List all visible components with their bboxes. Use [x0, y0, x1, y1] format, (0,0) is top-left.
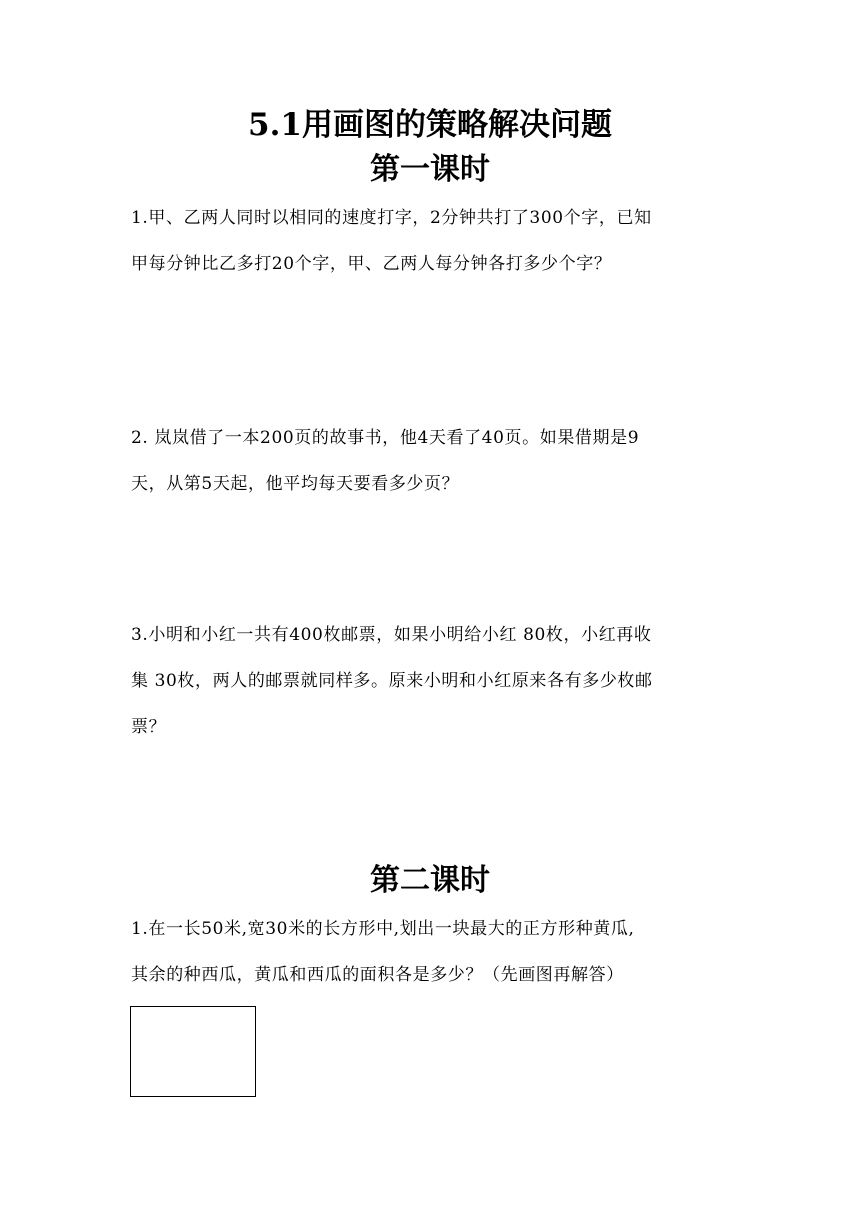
problem-text-line: 票？	[131, 717, 167, 737]
page-title: 5.1用画图的策略解决问题	[248, 107, 612, 143]
problem-text-line: 天，从第5天起，他平均每天要看多少页？	[131, 474, 460, 494]
problem-text-line: 1.甲、乙两人同时以相同的速度打字，2分钟共打了300个字，已知	[131, 208, 652, 228]
lesson-1-problem-3	[131, 612, 731, 750]
problem-text-line: 3.小明和小红一共有400枚邮票，如果小明给小红 80枚，小红再收	[131, 625, 652, 645]
lesson-1-problem-1	[131, 195, 731, 287]
problem-text-line: 甲每分钟比乙多打20个字，甲、乙两人每分钟各打多少个字？	[131, 254, 612, 274]
problem-text-line: 2. 岚岚借了一本200页的故事书，他4天看了40页。如果借期是9	[131, 428, 640, 448]
lesson-1-heading: 第一课时	[370, 152, 490, 187]
problem-text-line: 集 30枚，两人的邮票就同样多。原来小明和小红原来各有多少枚邮	[131, 671, 653, 691]
problem-text-line: 其余的种西瓜，黄瓜和西瓜的面积各是多少？（先画图再解答）	[131, 965, 624, 985]
problem-text-line: 1.在一长50米,宽30米的长方形中,划出一块最大的正方形种黄瓜,	[131, 919, 635, 939]
lesson-2-problem-1	[131, 906, 731, 998]
lesson-1-problem-2	[131, 415, 731, 507]
lesson-2-heading: 第二课时	[370, 863, 490, 898]
drawing-answer-box	[130, 1006, 256, 1097]
